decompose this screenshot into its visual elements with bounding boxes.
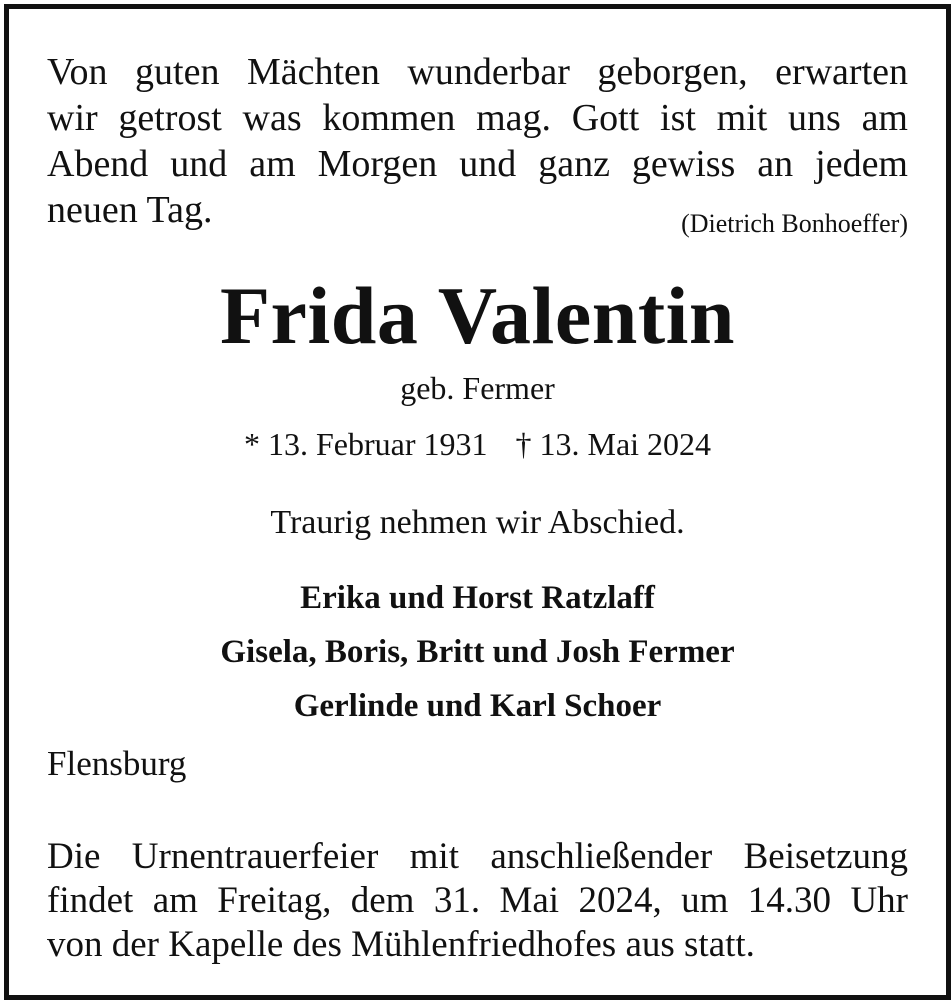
birth-name: geb. Fermer: [400, 370, 555, 406]
quote-line: Abend und am Morgen und ganz gewiss an jedem: [47, 143, 908, 185]
quote-author: (Dietrich Bonhoeffer): [681, 209, 908, 238]
service-line: von der Kapelle des Mühlenfriedhofes aus statt.: [47, 924, 755, 965]
quote-line: neuen Tag.: [47, 189, 213, 231]
obituary-content: [47, 9, 908, 995]
death-date: † 13. Mai 2024: [515, 426, 712, 462]
mourners-list: [47, 571, 908, 733]
mourning-text: Traurig nehmen wir Abschied.: [270, 504, 685, 541]
mourner-line: Erika und Horst Ratzlaff: [300, 580, 655, 616]
mourner-line: Gisela, Boris, Britt und Josh Fermer: [220, 634, 735, 670]
mourner-line: Gerlinde und Karl Schoer: [293, 688, 662, 724]
life-dates: [47, 425, 908, 463]
obituary-frame: [4, 4, 951, 1000]
birth-date: * 13. Februar 1931: [243, 426, 488, 462]
quote-line: wir getrost was kommen mag. Gott ist mit uns am: [47, 97, 908, 139]
bonhoeffer-quote: [47, 49, 908, 233]
quote-line: Von guten Mächten wunderbar geborgen, erwarten: [47, 51, 908, 93]
service-line: findet am Freitag, dem 31. Mai 2024, um 14.30 Uhr: [47, 880, 908, 921]
service-line: Die Urnentrauerfeier mit anschließender Beisetzung: [47, 836, 908, 877]
place: Flensburg: [47, 744, 187, 783]
service-info: [47, 835, 908, 967]
deceased-name: Frida Valentin: [219, 270, 736, 361]
